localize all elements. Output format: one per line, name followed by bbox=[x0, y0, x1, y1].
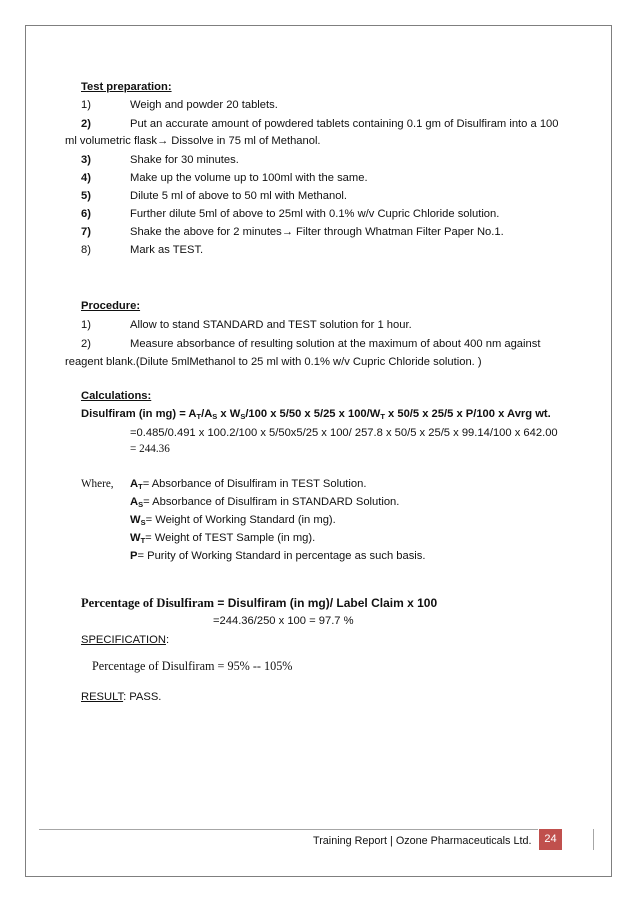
definition: $W_T=$ Weight of TEST Sample (in mg). bbox=[130, 532, 316, 545]
step-text: Measure absorbance of resulting solution at the maximum of about 400 nm against bbox=[130, 338, 541, 350]
page-border bbox=[25, 25, 612, 877]
calc-result: = 244.36 bbox=[130, 443, 170, 455]
step-num: 2) bbox=[81, 338, 91, 350]
where-label: Where, bbox=[81, 478, 114, 490]
arrow-icon: → bbox=[157, 135, 169, 147]
calculations-heading: Calculations: bbox=[81, 390, 152, 402]
step-num: 7) bbox=[81, 226, 91, 238]
step-text: Make up the volume up to 100ml with the same. bbox=[130, 172, 368, 184]
step-text-cont: ml volumetric flask→ Dissolve in 75 ml of Methanol. bbox=[65, 135, 321, 147]
step-num: 5) bbox=[81, 190, 91, 202]
definition: $A_T=$ Absorbance of Disulfiram in TEST Solution. bbox=[130, 478, 367, 491]
specification-label: SPECIFICATION: bbox=[81, 634, 170, 646]
step-num: 3) bbox=[81, 154, 91, 166]
step-num: 6) bbox=[81, 208, 91, 220]
step-num: 1) bbox=[81, 99, 91, 111]
step-text: Shake for 30 minutes. bbox=[130, 154, 239, 166]
percentage-formula: Percentage of Disulfiram = Disulfiram (in mg)/ Label Claim x 100 bbox=[81, 596, 438, 610]
definition: $A_S=$ Absorbance of Disulfiram in STANDARD Solution. bbox=[130, 496, 400, 509]
step-text: Shake the above for 2 minutes→ Filter through Whatman Filter Paper No.1. bbox=[130, 226, 504, 238]
step-text: Further dilute 5ml of above to 25ml with 0.1% w/v Cupric Chloride solution. bbox=[130, 208, 500, 220]
calc-line: =0.485/0.491 x 100.2/100 x 5/50x5/25 x 100/ 257.8 x 50/5 x 25/5 x 99.14/100 x 642.00 bbox=[130, 427, 558, 439]
footer-divider bbox=[39, 829, 538, 830]
definition: P= Purity of Working Standard in percentage as such basis. bbox=[130, 550, 426, 562]
page-number: 24 bbox=[539, 829, 562, 850]
procedure-heading: Procedure: bbox=[81, 300, 141, 312]
step-text: Mark as TEST. bbox=[130, 244, 204, 256]
step-text-cont: reagent blank.(Dilute 5mlMethanol to 25 ml with 0.1% w/v Cupric Chloride solution. ) bbox=[65, 356, 482, 368]
footer-text: Training Report | Ozone Pharmaceuticals Ltd. bbox=[313, 835, 532, 847]
step-text: Put an accurate amount of powdered tablets containing 0.1 gm of Disulfiram into a 100 bbox=[130, 118, 559, 130]
step-num: 1) bbox=[81, 319, 91, 331]
step-text: Dilute 5 ml of above to 50 ml with Methanol. bbox=[130, 190, 348, 202]
footer-edge bbox=[593, 829, 594, 850]
step-num: 8) bbox=[81, 244, 91, 256]
specification-text: Percentage of Disulfiram = 95% -- 105% bbox=[92, 659, 293, 673]
percentage-result: =244.36/250 x 100 = 97.7 % bbox=[213, 615, 354, 627]
step-num: 4) bbox=[81, 172, 91, 184]
step-num: 2) bbox=[81, 118, 91, 130]
definition: $W_S=$ Weight of Working Standard (in mg). bbox=[130, 514, 336, 527]
test-prep-heading: Test preparation: bbox=[81, 81, 172, 93]
arrow-icon: → bbox=[281, 226, 293, 238]
calc-formula: Disulfiram (in $mg) = A_T/A_S$ x $W_S/100$ x 5/50 x 5/25 x $100/W_T$ x 50/5 x 25/5 x P/100 x Avrg wt. bbox=[81, 408, 551, 421]
step-text: Allow to stand STANDARD and TEST solution for 1 hour. bbox=[130, 319, 412, 331]
step-text: Weigh and powder 20 tablets. bbox=[130, 99, 278, 111]
result-line: RESULT: PASS. bbox=[81, 691, 162, 703]
